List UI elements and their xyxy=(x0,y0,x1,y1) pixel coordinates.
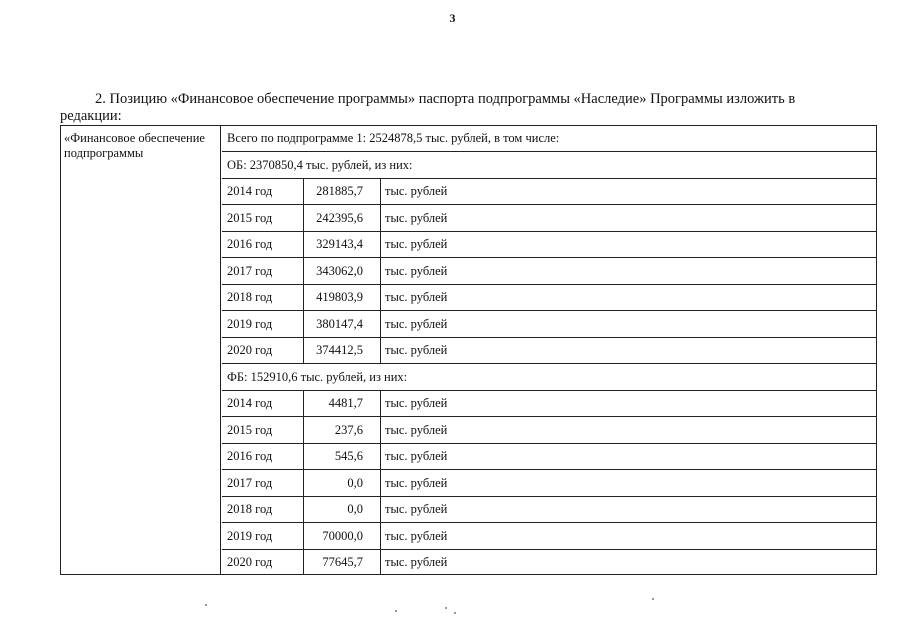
value-cell: 0,0 xyxy=(304,470,381,496)
table-row xyxy=(222,232,876,258)
year-cell: 2014 год xyxy=(222,179,304,204)
value-cell: 380147,4 xyxy=(304,311,381,337)
unit-cell: тыс. рублей xyxy=(385,422,448,437)
table-row xyxy=(222,444,876,470)
total-row: Всего по подпрограмме 1: 2524878,5 тыс. рублей, в том числе: xyxy=(222,126,876,152)
scan-speck xyxy=(454,612,456,614)
unit-cell: тыс. рублей xyxy=(385,396,448,410)
year-cell: 2017 год xyxy=(222,258,304,284)
table-row xyxy=(222,497,876,523)
section-header-fb: ФБ: 152910,6 тыс. рублей, из них: xyxy=(222,364,876,391)
page-number: 3 xyxy=(449,11,456,25)
unit-cell: тыс. рублей xyxy=(385,343,448,357)
table-row xyxy=(222,338,876,364)
year-cell: 2015 год xyxy=(222,417,304,443)
value-cell: 281885,7 xyxy=(304,179,381,204)
scan-speck xyxy=(395,610,397,612)
unit-cell: тыс. рублей xyxy=(385,210,448,225)
unit-cell: тыс. рублей xyxy=(385,449,448,463)
table-left-label-cell xyxy=(61,126,221,574)
financing-table xyxy=(60,125,877,575)
year-cell: 2020 год xyxy=(222,338,304,363)
unit-cell: тыс. рублей xyxy=(385,316,448,331)
year-cell: 2019 год xyxy=(222,311,304,337)
scan-speck xyxy=(445,607,447,609)
table-row xyxy=(222,205,876,232)
table-row xyxy=(222,550,876,574)
year-cell: 2014 год xyxy=(222,391,304,416)
table-left-label: «Финансовое обеспечение подпрограммы xyxy=(64,131,205,160)
year-cell: 2018 год xyxy=(222,285,304,310)
year-cell: 2020 год xyxy=(222,550,304,574)
intro-line-1: 2. Позицию «Финансовое обеспечение программы» паспорта подпрограммы «Наследие» Программы изложить в xyxy=(95,91,796,107)
unit-cell: тыс. рублей xyxy=(385,502,448,516)
table-row xyxy=(222,470,876,497)
unit-cell: тыс. рублей xyxy=(385,528,448,543)
value-cell: 237,6 xyxy=(304,417,381,443)
year-cell: 2018 год xyxy=(222,497,304,522)
unit-cell: тыс. рублей xyxy=(385,184,448,198)
intro-paragraph xyxy=(60,91,880,125)
value-cell: 70000,0 xyxy=(304,523,381,549)
scan-speck xyxy=(652,598,654,600)
year-cell: 2016 год xyxy=(222,444,304,469)
scan-speck xyxy=(205,604,207,606)
table-row xyxy=(222,417,876,444)
table-row xyxy=(222,258,876,285)
table-row xyxy=(222,179,876,205)
value-cell: 374412,5 xyxy=(304,338,381,363)
table-row xyxy=(222,311,876,338)
unit-cell: тыс. рублей xyxy=(385,475,448,490)
year-cell: 2016 год xyxy=(222,232,304,257)
value-cell: 77645,7 xyxy=(304,550,381,574)
unit-cell: тыс. рублей xyxy=(385,554,448,569)
value-cell: 0,0 xyxy=(304,497,381,522)
unit-cell: тыс. рублей xyxy=(385,290,448,304)
intro-line-2: редакции: xyxy=(60,108,122,124)
value-cell: 329143,4 xyxy=(304,232,381,257)
table-row xyxy=(222,523,876,550)
value-cell: 343062,0 xyxy=(304,258,381,284)
year-cell: 2015 год xyxy=(222,205,304,231)
value-cell: 4481,7 xyxy=(304,391,381,416)
value-cell: 242395,6 xyxy=(304,205,381,231)
table-row xyxy=(222,285,876,311)
table-row xyxy=(222,391,876,417)
value-cell: 419803,9 xyxy=(304,285,381,310)
year-cell: 2017 год xyxy=(222,470,304,496)
section-header-ob: ОБ: 2370850,4 тыс. рублей, из них: xyxy=(222,152,876,179)
year-cell: 2019 год xyxy=(222,523,304,549)
value-cell: 545,6 xyxy=(304,444,381,469)
unit-cell: тыс. рублей xyxy=(385,237,448,251)
unit-cell: тыс. рублей xyxy=(385,263,448,278)
